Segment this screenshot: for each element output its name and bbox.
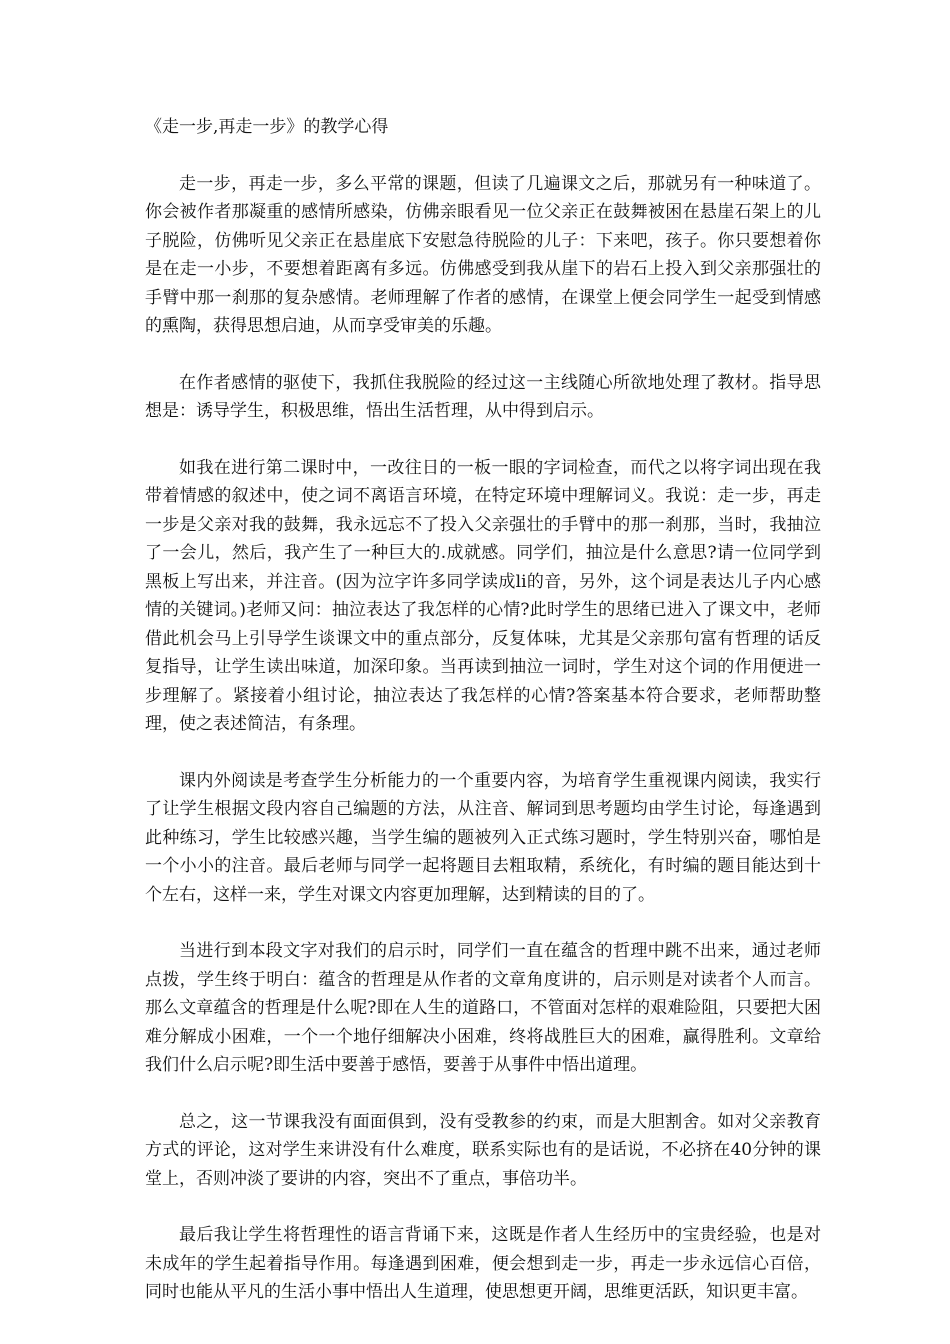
paragraph-inspiration: 当进行到本段文字对我们的启示时，同学们一直在蕴含的哲理中跳不出来，通过老师点拨，学生终于明白：蕴含的哲理是从作者的文章角度讲的，启示则是对读者个人而言。那么文章蕴含的哲理是什么呢?即在人生的道路口，不管面对怎样的艰难险阻，只要把大困难分解成小困难，一个一个地仔细解决小困难，终将战胜巨大的困难，赢得胜利。文章给我们什么启示呢?即生活中要善于感悟，要善于从事件中悟出道理。 bbox=[145, 941, 821, 1075]
paragraph-vocabulary-teaching: 如我在进行第二课时中，一改往日的一板一眼的字词检查，而代之以将字词出现在我带着情感的叙述中，使之词不离语言环境，在特定环境中理解词义。我说：走一步，再走一步是父亲对我的鼓舞，我永远忘不了投入父亲强壮的手臂中的那一刹那，当时，我抽泣了一会儿，然后，我产生了一种巨大的.成就感。同学们，抽泣是什么意思?请一位同学到黑板上写出来，并注音。(因为泣字许多同学读成li的音，另外，这个词是表达儿子内心感情的关键词。)老师又问：抽泣表达了我怎样的心情?此时学生的思绪已进入了课文中，老师借此机会马上引导学生谈课文中的重点部分，反复体味，尤其是父亲那句富有哲理的话反复指导，让学生读出味道，加深印象。当再读到抽泣一词时，学生对这个词的作用便进一步理解了。紧接着小组讨论，抽泣表达了我怎样的心情?答案基本符合要求，老师帮助整理，使之表述简洁，有条理。 bbox=[145, 457, 821, 734]
paragraph-conclusion: 最后我让学生将哲理性的语言背诵下来，这既是作者人生经历中的宝贵经验，也是对未成年的学生起着指导作用。每逢遇到困难，便会想到走一步，再走一步永远信心百倍，同时也能从平凡的生活小事中悟出人生道理，使思想更开阔，思维更活跃，知识更丰富。 bbox=[145, 1225, 821, 1302]
paragraph-intro: 走一步，再走一步，多么平常的课题，但读了几遍课文之后，那就另有一种味道了。你会被作者那凝重的感情所感染，仿佛亲眼看见一位父亲正在鼓舞被困在悬崖石架上的儿子脱险，仿佛听见父亲正在悬崖底下安慰急待脱险的儿子：下来吧，孩子。你只要想着你是在走一小步，不要想着距离有多远。仿佛感受到我从崖下的岩石上投入到父亲那强壮的手臂中那一刹那的复杂感情。老师理解了作者的感情，在课堂上便会同学生一起受到情感的熏陶，获得思想启迪，从而享受审美的乐趣。 bbox=[145, 173, 821, 336]
page-title: 《走一步,再走一步》的教学心得 bbox=[145, 117, 389, 137]
paragraph-guiding-idea: 在作者感情的驱使下，我抓住我脱险的经过这一主线随心所欲地处理了教材。指导思想是：诱导学生，积极思维，悟出生活哲理，从中得到启示。 bbox=[145, 372, 821, 421]
document-body bbox=[145, 113, 821, 1335]
paragraph-reading-practice: 课内外阅读是考查学生分析能力的一个重要内容，为培育学生重视课内阅读，我实行了让学生根据文段内容自己编题的方法，从注音、解词到思考题均由学生讨论，每逢遇到此种练习，学生比较感兴趣，当学生编的题被列入正式练习题时，学生特别兴奋，哪怕是一个小小的注音。最后老师与同学一起将题目去粗取精，系统化，有时编的题目能达到十个左右，这样一来，学生对课文内容更加理解，达到精读的目的了。 bbox=[145, 770, 821, 905]
paragraph-summary: 总之，这一节课我没有面面俱到，没有受教参的约束，而是大胆割舍。如对父亲教育方式的评论，这对学生来讲没有什么难度，联系实际也有的是话说，不必挤在40分钟的课堂上，否则冲淡了要讲的内容，突出不了重点，事倍功半。 bbox=[145, 1111, 821, 1189]
